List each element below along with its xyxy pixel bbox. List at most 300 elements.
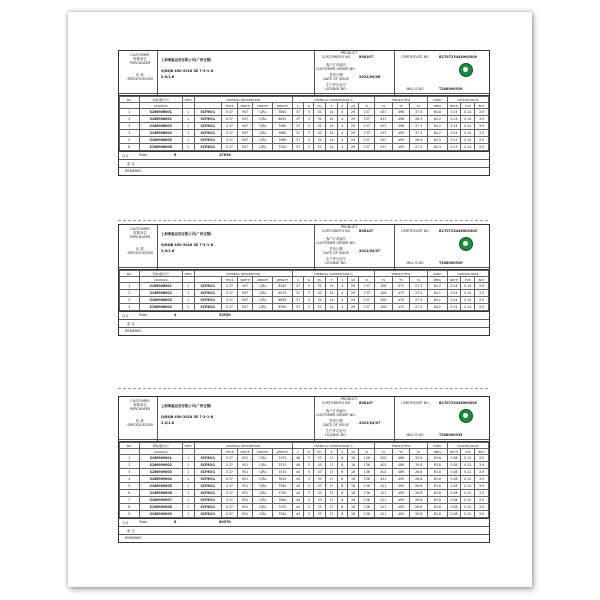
table-cell: 0.14 [461, 283, 475, 290]
table-cell: 437 [375, 109, 393, 116]
table-cell: 1 [182, 283, 194, 290]
table-cell: 947 [237, 304, 253, 311]
table-cell: 951 [237, 504, 253, 511]
col-coilpack-sub: COILPACK [139, 103, 182, 109]
table-cell: 0.14 [447, 123, 461, 130]
table-cell: 8 [337, 462, 347, 469]
mill-certificate-2 [118, 224, 490, 336]
table-row [120, 109, 489, 116]
table-row [120, 504, 489, 511]
table-cell: SCF60/1 [194, 469, 221, 476]
table-cell: 0.12 [461, 469, 475, 476]
license-cn-label: 生产许可证号 [325, 257, 347, 261]
table-cell: 947 [237, 109, 253, 116]
table-row [120, 497, 489, 504]
table-cell: 33 [314, 455, 326, 462]
table-cell: 947 [237, 297, 253, 304]
table-body [120, 455, 489, 518]
table-cell: 3.9 [475, 504, 489, 511]
table-cell: 426 [375, 297, 393, 304]
table-cell: 37.3 [410, 109, 428, 116]
table-cell: 0.14 [461, 123, 475, 130]
product-label: PRODUCT [340, 225, 358, 229]
table-cell: 0.14 [461, 109, 475, 116]
mill-no-value: T208000933 [439, 433, 463, 437]
table-cell: 1 [120, 283, 140, 290]
table-cell: 7570 [273, 462, 293, 469]
table-cell: 14 [326, 144, 338, 151]
table-cell: 17 [326, 490, 338, 497]
table-cell: 0.12 [461, 490, 475, 497]
table-cell: S166906002 [139, 116, 182, 123]
table-cell: 18 [347, 476, 359, 483]
table-cell: 7080 [273, 123, 293, 130]
table-cell: 3 [304, 123, 314, 130]
table-cell: C/BL [253, 455, 273, 462]
table-cell: 3 [120, 123, 140, 130]
table-cell: 8 [337, 504, 347, 511]
customers-no-label: CUSTOMER'S NO [321, 55, 351, 59]
specification-value: Q/BQB 450-2018 SE 7-3-1-8 [161, 243, 214, 247]
table-row [120, 462, 489, 469]
table-row [120, 297, 489, 304]
date-issue-cn-label: 签发日期 [329, 247, 343, 251]
table-cell: 495 [392, 476, 410, 483]
mill-no-label: MILL'S NO [406, 87, 424, 91]
table-cell: 63.8 [428, 497, 448, 504]
table-cell: 14 [326, 304, 338, 311]
table-cell: 4 [337, 144, 347, 151]
table-row [120, 290, 489, 297]
col-p: P [326, 449, 338, 455]
col-coating: COATING MASS [447, 443, 488, 449]
table-cell: SCF60/1 [194, 144, 221, 151]
table-cell: 137 [359, 137, 375, 144]
table-cell: 947 [237, 290, 253, 297]
table-cell: 1 [182, 511, 194, 518]
table-cell: 0.12 [461, 511, 475, 518]
table-cell: 37 [292, 116, 304, 123]
date-issue-label: DATE OF ISSUE [323, 251, 349, 255]
table-row [120, 123, 489, 130]
table-cell: 426 [375, 283, 393, 290]
date-of-issue-value: 2021/04/07 [359, 421, 381, 425]
table-body [120, 283, 489, 311]
specification-label: SPECIFICATION [127, 77, 153, 81]
col-bot: BOT [475, 277, 489, 283]
table-cell: 7540 [273, 483, 293, 490]
certificate-footer [119, 311, 489, 335]
table-cell: 1 [182, 490, 194, 497]
table-cell: 17 [326, 462, 338, 469]
table-cell: 4 [120, 130, 140, 137]
table-cell: 411 [375, 476, 393, 483]
col-ts: TS [392, 277, 410, 283]
table-cell: C/BL [253, 116, 273, 123]
table-cell: 0.08 [447, 476, 461, 483]
table-cell: 0.14 [447, 283, 461, 290]
customer-label: CUSTOMER [130, 227, 150, 231]
table-cell: SCF60/1 [194, 497, 221, 504]
col-p: P [326, 277, 338, 283]
table-cell: 3 [304, 283, 314, 290]
table-cell: 3 [304, 290, 314, 297]
table-cell: SCF60/1 [194, 304, 221, 311]
total-count: 4 [174, 313, 177, 317]
col-c: C [292, 449, 304, 455]
customer-no-value: 808107 [359, 229, 374, 233]
table-cell: 63.8 [428, 455, 448, 462]
header-rule [119, 93, 489, 94]
col-no: NO. [120, 271, 140, 277]
table-cell: 37 [292, 130, 304, 137]
table-cell: C/BL [253, 130, 273, 137]
table-cell: 37 [292, 109, 304, 116]
table-cell: 3 [304, 116, 314, 123]
col-ts: TS [392, 449, 410, 455]
table-cell: S166906003 [139, 297, 182, 304]
table-cell: 33 [314, 504, 326, 511]
table-row [120, 469, 489, 476]
table-cell: 489 [392, 462, 410, 469]
table-row [120, 137, 489, 144]
table-cell: 496 [392, 116, 410, 123]
table-cell: 29 [347, 137, 359, 144]
col-si: Si [304, 277, 314, 283]
table-cell: 3 [304, 130, 314, 137]
table-cell: 0.14 [461, 137, 475, 144]
table-cell: 64.3 [428, 144, 448, 151]
table-cell: 27.2 [410, 290, 428, 297]
col-both: BOTH [447, 103, 461, 109]
table-cell: 29 [347, 130, 359, 137]
table-cell: 3 [304, 504, 314, 511]
table-cell: 48 [292, 462, 304, 469]
remarks-label: REMARKS [125, 329, 142, 333]
total-weight: 47630 [219, 153, 231, 157]
table-cell: 0.12 [461, 497, 475, 504]
date-issue-label: DATE OF ISSUE [323, 423, 349, 427]
table-cell: 18 [347, 462, 359, 469]
table-row [120, 455, 489, 462]
table-cell: 0.14 [447, 116, 461, 123]
header-divider [157, 225, 158, 269]
table-cell: 3.9 [475, 304, 489, 311]
table-cell: 3.9 [475, 130, 489, 137]
table-cell: 1 [182, 304, 194, 311]
table-cell: 136 [359, 483, 375, 490]
table-cell: 27.2 [410, 144, 428, 151]
table-cell: 136 [359, 504, 375, 511]
table-cell: 136 [359, 497, 375, 504]
table-cell: 6 [120, 490, 140, 497]
col-width: WIDTH [237, 449, 253, 455]
customer-order-label: CUSTOMER ORDER NO. [316, 413, 356, 417]
table-cell: 7 [120, 497, 140, 504]
table-cell: 32 [314, 297, 326, 304]
total-row [119, 312, 489, 320]
customer-order-label: CUSTOMER ORDER NO. [316, 67, 356, 71]
purchaser-label: PURCHASER [129, 61, 151, 65]
table-cell: SCF60/1 [194, 109, 221, 116]
table-cell: 947 [237, 137, 253, 144]
table-cell: 475 [392, 283, 410, 290]
table-cell: 37 [292, 137, 304, 144]
col-top: TOP [461, 103, 475, 109]
col-chemical: CHEMICAL COMPOSITION % [292, 97, 374, 103]
table-cell: 32 [314, 304, 326, 311]
table-cell: C/BL [253, 504, 273, 511]
table-cell: 4 [337, 116, 347, 123]
table-cell: 8340 [273, 283, 293, 290]
col-n: N [359, 103, 375, 109]
mill-certificate-3 [118, 396, 490, 543]
table-cell: 1 [182, 123, 194, 130]
col-si: Si [304, 449, 314, 455]
mill-no-label: MILL'S NO [406, 261, 424, 265]
certificate-no-value: B170723448900300 [439, 55, 477, 59]
table-cell: 8 [337, 511, 347, 518]
spec-cn-label: 标 准 [136, 73, 144, 77]
table-cell: 1 [182, 144, 194, 151]
table-cell: 8 [337, 483, 347, 490]
table-cell: 947 [237, 283, 253, 290]
table-cell: 951 [237, 511, 253, 518]
table-cell: 26.8 [410, 504, 428, 511]
table-row [120, 511, 489, 518]
table-cell: 3 [304, 469, 314, 476]
table-body [120, 109, 489, 151]
table-cell: 8610 [273, 116, 293, 123]
header-divider [157, 397, 158, 441]
table-cell: 951 [237, 490, 253, 497]
table-cell: 3.9 [475, 511, 489, 518]
table-cell: 947 [237, 116, 253, 123]
table-cell: 63.8 [428, 504, 448, 511]
table-cell: 18 [347, 490, 359, 497]
certificate-table [119, 442, 489, 518]
license-label: LICENSE NO. [325, 87, 347, 91]
table-cell: 3.9 [475, 137, 489, 144]
header-rule [119, 439, 489, 440]
table-cell: 495 [392, 511, 410, 518]
table-cell: 8390 [273, 304, 293, 311]
table-cell: 26.3 [410, 116, 428, 123]
purchaser-cn-label: 需要单位 [133, 57, 147, 61]
table-cell: 33 [314, 490, 326, 497]
table-cell: 18 [347, 469, 359, 476]
table-cell: C/BL [253, 462, 273, 469]
table-cell: 64.5 [428, 137, 448, 144]
table-cell: 17 [326, 511, 338, 518]
table-cell: S166906003 [139, 123, 182, 130]
col-hardness: HARD [428, 97, 448, 103]
table-cell: 1 [182, 469, 194, 476]
table-cell: 3.9 [475, 455, 489, 462]
table-cell: 0.08 [447, 511, 461, 518]
table-cell: 4 [120, 476, 140, 483]
table-cell: 44 [292, 497, 304, 504]
customers-no-label: CUSTOMER'S NO [321, 401, 351, 405]
table-cell: 33 [314, 497, 326, 504]
table-cell: 37 [292, 297, 304, 304]
table-cell: 3.9 [475, 462, 489, 469]
remarks-cn-label: 备 注 [127, 322, 135, 326]
table-cell: 37.3 [410, 130, 428, 137]
table-cell: 4 [337, 304, 347, 311]
col-tensile: TENSILE TEST [375, 97, 428, 103]
table-cell: 37 [292, 123, 304, 130]
header-divider [157, 51, 158, 95]
table-cell: 33 [314, 476, 326, 483]
table-cell: 0.37 [222, 490, 238, 497]
col-weight: WEIGHT [273, 277, 293, 283]
table-cell: 426 [375, 304, 393, 311]
table-cell: 0.37 [222, 469, 238, 476]
product-label: PRODUCT [340, 51, 358, 55]
col-ness: NESS [428, 277, 448, 283]
table-cell: 7840 [273, 109, 293, 116]
col-n: N [359, 449, 375, 455]
table-cell: 1 [182, 137, 194, 144]
table-row [120, 490, 489, 497]
col-el: EL [410, 449, 428, 455]
table-cell: 3 [304, 511, 314, 518]
purchaser-label: PURCHASER [129, 235, 151, 239]
col-mn: Mn [314, 103, 326, 109]
license-cn-label: 生产许可证号 [325, 429, 347, 433]
table-cell: 0.37 [222, 290, 238, 297]
table-cell: 1 [182, 130, 194, 137]
table-cell: 0.37 [222, 511, 238, 518]
table-cell: 437 [375, 144, 393, 151]
table-cell: 29 [347, 123, 359, 130]
table-cell: 32 [314, 283, 326, 290]
certificate-table [119, 270, 489, 311]
customer-order-cn-label: 客户订单编号 [325, 63, 347, 67]
total-count: 6 [174, 153, 177, 157]
col-ness: NESS [428, 449, 448, 455]
col-bot: BOT [475, 103, 489, 109]
col-width: WIDTH [237, 277, 253, 283]
table-cell: C/BL [253, 469, 273, 476]
table-cell: 26.8 [410, 490, 428, 497]
col-hardness: HARD [428, 271, 448, 277]
table-cell: S166906004 [139, 304, 182, 311]
table-cell: S166909005 [139, 483, 182, 490]
table-cell: 0.37 [222, 130, 238, 137]
col-coating: COATING MASS [447, 271, 488, 277]
table-cell: 37 [292, 144, 304, 151]
total-label: Total [139, 153, 147, 157]
table-cell: 17 [326, 455, 338, 462]
table-cell: SCF60/1 [194, 116, 221, 123]
table-cell: 27.2 [410, 304, 428, 311]
table-cell: 44 [292, 504, 304, 511]
specification-subvalue: 2.0/1.6 [161, 249, 175, 253]
table-cell: 17 [326, 469, 338, 476]
certification-logo-icon [459, 237, 473, 251]
table-cell: SCF60/1 [194, 476, 221, 483]
certificate-sheet [68, 12, 532, 587]
table-cell: 26.8 [410, 469, 428, 476]
table-cell: 17 [326, 483, 338, 490]
table-cell: 4 [337, 290, 347, 297]
table-cell: 0.12 [461, 462, 475, 469]
table-cell: 1 [182, 116, 194, 123]
table-cell: 32 [314, 130, 326, 137]
specification-label: SPECIFICATION [127, 423, 153, 427]
table-cell: 475 [392, 290, 410, 297]
table-cell: 0.08 [447, 504, 461, 511]
total-row [119, 519, 489, 527]
table-cell: 37 [292, 290, 304, 297]
table-cell: 26.8 [410, 497, 428, 504]
table-cell: 0.14 [461, 116, 475, 123]
table-cell: 63.8 [428, 476, 448, 483]
table-cell: 0.12 [461, 504, 475, 511]
purchaser-cn-label: 需要单位 [133, 403, 147, 407]
table-cell: 5 [120, 483, 140, 490]
table-cell: S166906005 [139, 137, 182, 144]
header-rule [119, 267, 489, 268]
table-cell: 4 [337, 297, 347, 304]
customer-no-value: 808107 [359, 401, 374, 405]
col-thick: THICK [222, 103, 238, 109]
remarks-label: REMARKS [125, 169, 142, 173]
remarks-row [119, 527, 489, 535]
table-cell: 3 [304, 483, 314, 490]
table-cell: 48 [292, 455, 304, 462]
table-cell: S166909002 [139, 462, 182, 469]
table-cell: 3.9 [475, 109, 489, 116]
table-cell: 44 [292, 511, 304, 518]
table-cell: 17 [326, 497, 338, 504]
table-cell: 137 [359, 297, 375, 304]
table-cell: 496 [392, 109, 410, 116]
col-s: S [337, 277, 347, 283]
table-cell: 32 [314, 116, 326, 123]
total-label: Total [139, 313, 147, 317]
col-n: N [359, 277, 375, 283]
table-cell: 29 [347, 116, 359, 123]
table-cell: 136 [359, 476, 375, 483]
table-cell: 137 [359, 290, 375, 297]
table-cell: 14 [326, 283, 338, 290]
table-cell: 3.9 [475, 476, 489, 483]
product-label: PRODUCT [340, 397, 358, 401]
table-cell: 947 [237, 144, 253, 151]
table-cell: 64.2 [428, 130, 448, 137]
col-material: MATERIAL DESCRIPTION [194, 271, 292, 277]
table-cell: 63.8 [428, 511, 448, 518]
table-cell: 0.14 [461, 290, 475, 297]
col-no: NO. [120, 97, 140, 103]
table-cell: 951 [237, 469, 253, 476]
table-cell: 0.08 [447, 490, 461, 497]
table-cell: 37.3 [410, 123, 428, 130]
col-chemical: CHEMICAL COMPOSITION % [292, 443, 374, 449]
table-cell: 26.8 [410, 511, 428, 518]
table-cell: SCF60/1 [194, 130, 221, 137]
col-weight: WEIGHT [273, 103, 293, 109]
date-issue-cn-label: 签发日期 [329, 73, 343, 77]
table-cell: 8 [337, 490, 347, 497]
table-cell: 0.08 [447, 497, 461, 504]
table-cell: 14 [326, 123, 338, 130]
table-cell: 26.8 [410, 476, 428, 483]
table-cell: 8 [337, 455, 347, 462]
